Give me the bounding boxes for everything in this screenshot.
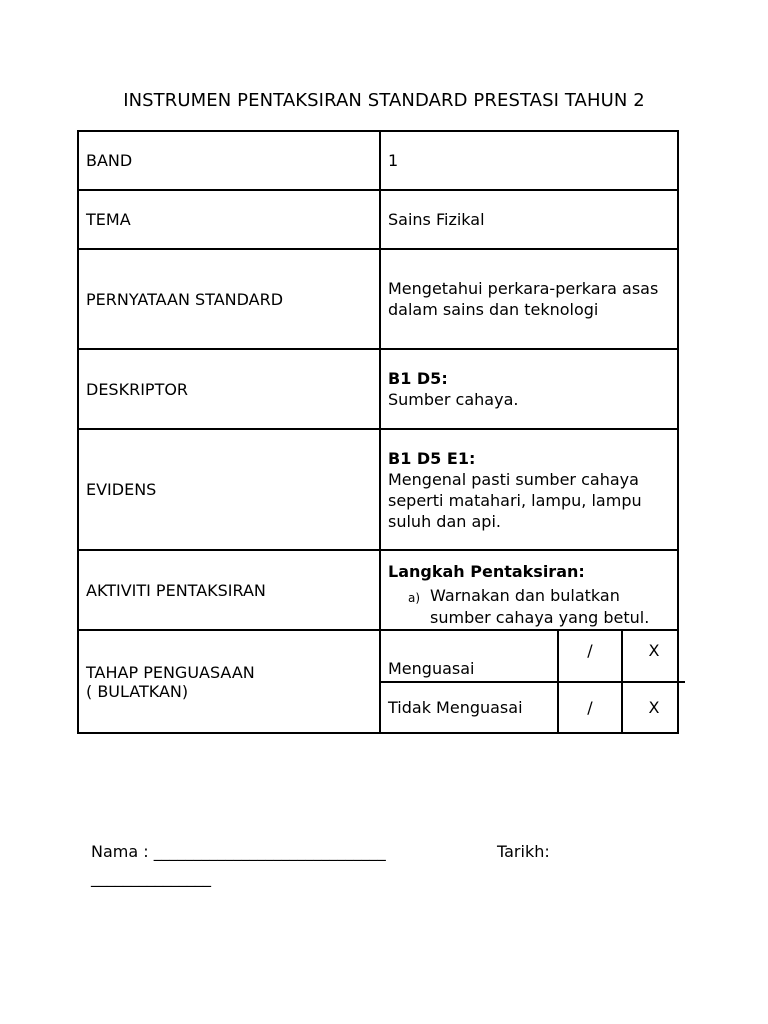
assessment-table xyxy=(77,130,679,734)
aktiviti-step xyxy=(408,585,670,629)
evidens-label: EVIDENS xyxy=(78,429,380,550)
tahap-label xyxy=(78,630,380,733)
option-no-mark[interactable]: X xyxy=(622,682,685,732)
option-yes-mark[interactable]: / xyxy=(558,682,622,732)
aktiviti-cell xyxy=(380,550,678,630)
tema-value: Sains Fizikal xyxy=(380,190,678,249)
tarikh-field[interactable]: _______________ xyxy=(91,868,211,887)
tahap-options-cell xyxy=(380,630,678,733)
tahap-label-line1: TAHAP PENGUASAAN xyxy=(86,662,255,682)
row-tema xyxy=(78,190,678,249)
evidens-value: Mengenal pasti sumber cahaya seperti matahari, lampu, lampu suluh dan api. xyxy=(388,469,642,531)
row-deskriptor xyxy=(78,349,678,429)
row-pernyataan xyxy=(78,249,678,349)
pernyataan-label: PERNYATAAN STANDARD xyxy=(78,249,380,349)
deskriptor-value: Sumber cahaya. xyxy=(388,390,519,409)
option-status: Tidak Menguasai xyxy=(388,698,523,717)
row-aktiviti xyxy=(78,550,678,630)
tahap-label-line2: ( BULATKAN) xyxy=(86,681,189,701)
aktiviti-label: AKTIVITI PENTAKSIRAN xyxy=(78,550,380,630)
deskriptor-label: DESKRIPTOR xyxy=(78,349,380,429)
evidens-code: B1 D5 E1: xyxy=(388,448,476,468)
aktiviti-heading: Langkah Pentaksiran: xyxy=(388,562,585,581)
tarikh-label: Tarikh: xyxy=(497,842,550,861)
row-tahap xyxy=(78,630,678,733)
deskriptor-code: B1 D5: xyxy=(388,369,448,388)
option-yes-mark[interactable]: / xyxy=(558,631,622,682)
evidens-cell xyxy=(380,429,678,550)
band-label: BAND xyxy=(78,131,380,190)
row-evidens xyxy=(78,429,678,550)
tahap-options-table xyxy=(381,631,685,732)
deskriptor-cell xyxy=(380,349,678,429)
step-text: Warnakan dan bulatkan sumber cahaya yang betul. xyxy=(430,586,650,627)
band-value: 1 xyxy=(380,131,678,190)
option-row-tidak-menguasai xyxy=(381,682,685,732)
nama-field[interactable]: Nama : _____________________________ xyxy=(91,842,386,861)
row-band xyxy=(78,131,678,190)
option-status: Menguasai xyxy=(381,631,558,682)
option-no-mark[interactable]: X xyxy=(622,631,685,682)
step-marker: a) xyxy=(408,591,421,605)
option-row-menguasai xyxy=(381,631,685,682)
pernyataan-value: Mengetahui perkara-perkara asas dalam sains dan teknologi xyxy=(380,249,678,349)
tema-label: TEMA xyxy=(78,190,380,249)
page-title: INSTRUMEN PENTAKSIRAN STANDARD PRESTASI TAHUN 2 xyxy=(123,90,645,111)
